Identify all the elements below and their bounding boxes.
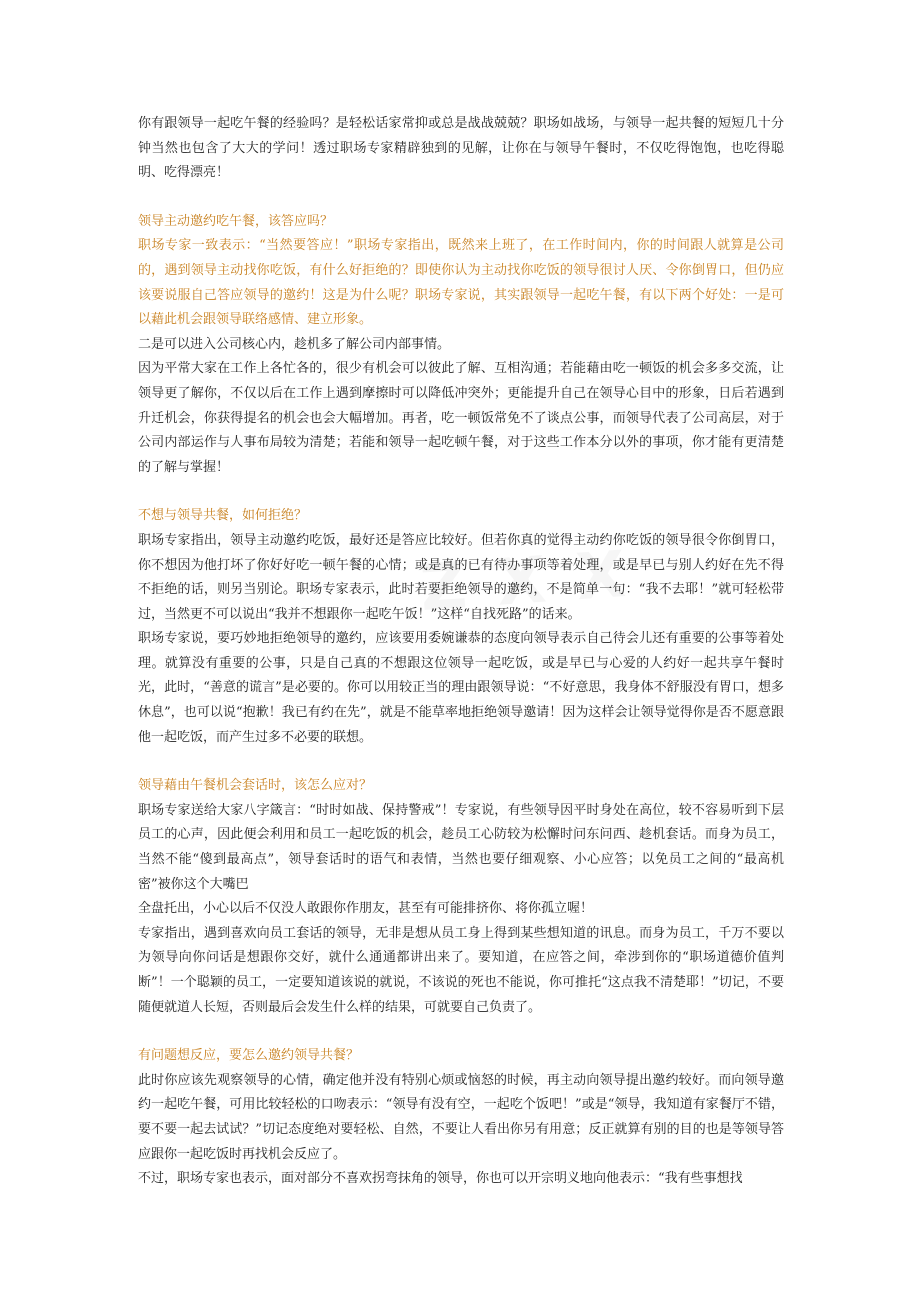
spacer: [138, 186, 784, 210]
body-paragraph: 全盘托出，小心以后不仅没人敢跟你作朋友，甚至有可能排挤你、将你孤立喔！: [138, 901, 594, 917]
section-heading: 领导藉由午餐机会套话时，该怎么应对？: [138, 778, 373, 794]
section-heading: 领导主动邀约吃午餐，该答应吗？: [138, 213, 334, 229]
body-paragraph: 不过，职场专家也表示，面对部分不喜欢拐弯抹角的领导，你也可以开宗明义地向他表示：“我有些事想找: [138, 1171, 743, 1187]
body-paragraph: 职场专家指出，领导主动邀约吃饭，最好还是答应比较好。但若你真的觉得主动约你吃饭的领导很令你倒胃口，你不想因为他打坏了你好好吃一顿午餐的心情；或是真的已有待办事项等着处理，或是早已与别人约好在先不得不拒绝的话，则另当别论。职场专家表示，此时若要拒绝领导的邀约，不是简单一句：“我不去耶！”就可轻松带过，当然更不可以说出“我并不想跟你一起吃午饭！”这样“自找死路”的话来。: [138, 532, 784, 622]
document-body: [138, 112, 784, 1192]
highlight-paragraph: 职场专家一致表示：“当然要答应！”职场专家指出，既然来上班了，在工作时间内，你的时间跟人就算是公司的，遇到领导主动找你吃饭，有什么好拒绝的？即使你认为主动找你吃饭的领导很讨人厌、令你倒胃口，但仍应该要说服自己答应领导的邀约！这是为什么呢？职场专家说，其实跟领导一起吃午餐，有以下两个好处：一是可以藉此机会跟领导联络感情、建立形象。: [138, 238, 784, 328]
body-paragraph: 职场专家送给大家八字箴言：“时时如战、保持警戒”！专家说，有些领导因平时身处在高位，较不容易听到下层员工的心声，因此便会利用和员工一起吃饭的机会，趁员工心防较为松懈时问东问西、趁机套话。而身为员工，当然不能“傻到最高点”，领导套话时的语气和表情，当然也要仔细观察、小心应答；以免员工之间的“最高机密”被你这个大嘴巴: [138, 802, 784, 892]
spacer: [138, 1020, 784, 1044]
body-paragraph: 此时你应该先观察领导的心情，确定他并没有特别心烦或恼怒的时候，再主动向领导提出邀约较好。而向领导邀约一起吃午餐，可用比较轻松的口吻表示：“领导有没有空，一起吃个饭吧！”或是“领导，我知道有家餐厅不错，要不要一起去试试？”切记态度绝对要轻松、自然，不要让人看出你另有用意；反正就算有别的目的也是等领导答应跟你一起吃饭时再找机会反应了。: [138, 1072, 784, 1162]
body-paragraph: 二是可以进入公司核心内，趁机多了解公司内部事情。: [138, 336, 451, 352]
section-heading: 有问题想反应，要怎么邀约领导共餐？: [138, 1048, 360, 1064]
spacer: [138, 750, 784, 774]
body-paragraph: 专家指出，遇到喜欢向员工套话的领导，无非是想从员工身上得到某些想知道的讯息。而身为员工，千万不要以为领导向你问话是想跟你交好，就什么通通都讲出来了。要知道，在应答之间，牵涉到你的“职场道德价值判断”！一个聪颖的员工，一定要知道该说的就说，不该说的死也不能说，你可推托“这点我不清楚耶！”切记，不要随便就道人长短，否则最后会发生什么样的结果，可就要自己负责了。: [138, 925, 784, 1015]
intro-paragraph: 你有跟领导一起吃午餐的经验吗？是轻松话家常抑或总是战战兢兢？职场如战场，与领导一起共餐的短短几十分钟当然也包含了大大的学问！透过职场专家精辟独到的见解，让你在与领导午餐时，不仅吃得饱饱，也吃得聪明、吃得漂亮！: [138, 116, 784, 181]
spacer: [138, 480, 784, 504]
body-paragraph: 因为平常大家在工作上各忙各的，很少有机会可以彼此了解、互相沟通；若能藉由吃一顿饭的机会多多交流，让领导更了解你，不仅以后在工作上遇到摩擦时可以降低冲突外；更能提升自己在领导心目中的形象，日后若遇到升迁机会，你获得提名的机会也会大幅增加。再者，吃一顿饭常免不了谈点公事，而领导代表了公司高层，对于公司内部运作与人事布局较为清楚；若能和领导一起吃顿午餐，对于这些工作本分以外的事项，你才能有更清楚的了解与掌握！: [138, 361, 784, 475]
body-paragraph: 职场专家说，要巧妙地拒绝领导的邀约，应该要用委婉谦恭的态度向领导表示自己待会儿还有重要的公事等着处理。就算没有重要的公事，只是自己真的不想跟这位领导一起吃饭，或是早已与心爱的人约好一起共享午餐时光，此时，“善意的谎言”是必要的。你可以用较正当的理由跟领导说：“不好意思，我身体不舒服没有胃口，想多休息”，也可以说“抱歉！我已有约在先”，就是不能草率地拒绝领导邀请！因为这样会让领导觉得你是否不愿意跟他一起吃饭，而产生过多不必要的联想。: [138, 631, 784, 745]
section-heading: 不想与领导共餐，如何拒绝？: [138, 508, 308, 524]
